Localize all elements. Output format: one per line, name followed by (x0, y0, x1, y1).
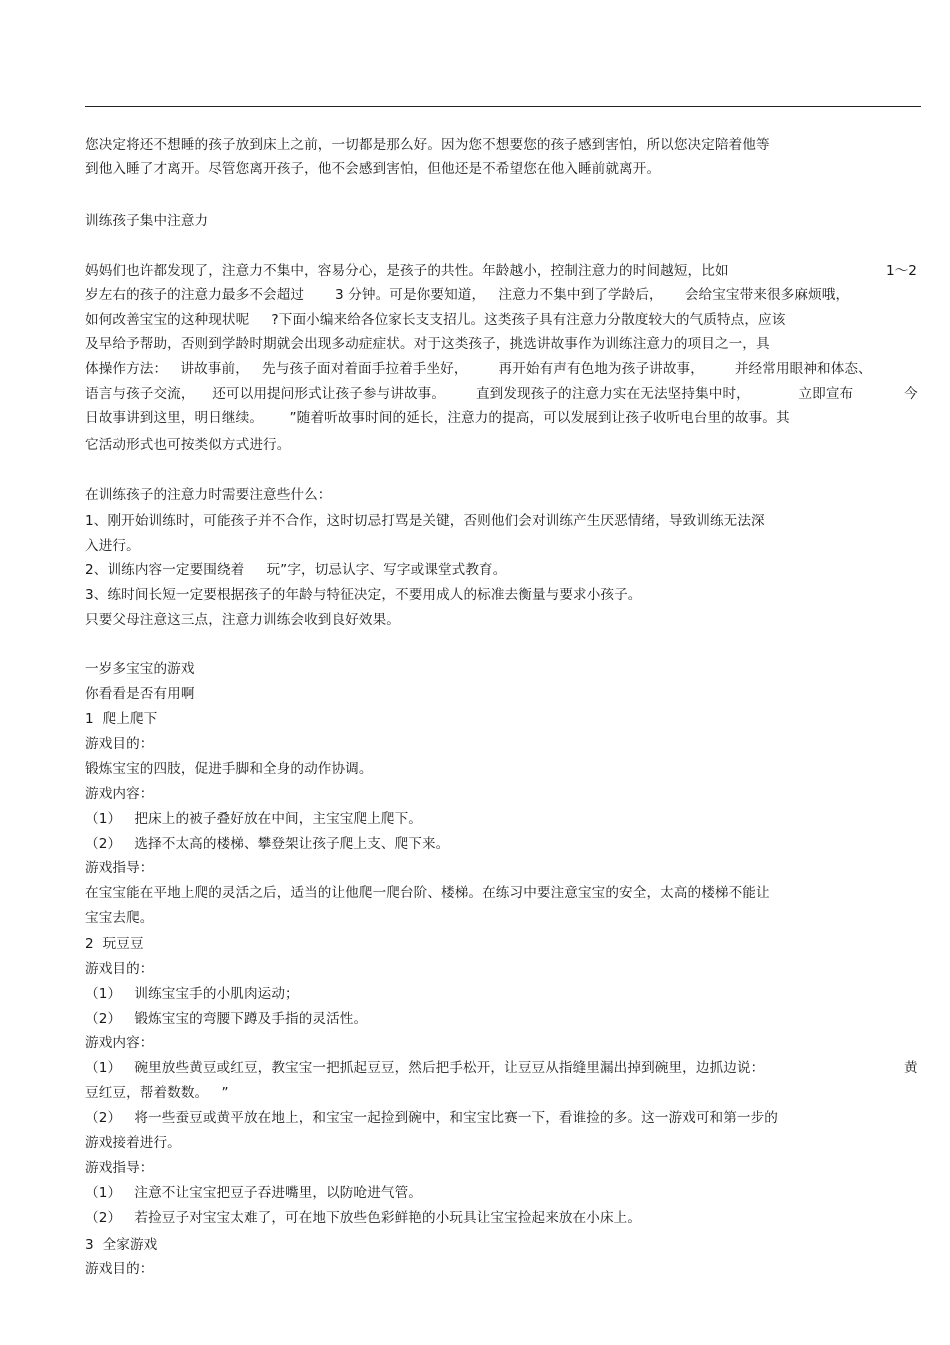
text-line: 到他入睡了才离开。尽管您离开孩子，他不会感到害怕，但他还是不希望您在他入睡前就离开。 (85, 161, 661, 177)
list-item: 1、刚开始训练时，可能孩子并不合作，这时切忌打骂是关键，否则他们会对训练产生厌恶情绪，导致训练无法深 (85, 513, 765, 529)
text-fragment: 1～2 (886, 263, 917, 279)
text-line: 游戏目的： (85, 961, 154, 977)
text-line: 日故事讲到这里，明日继续。 ”随着听故事时间的延长，注意力的提高，可以发展到让孩子收听电台里的故事。其 (85, 410, 790, 426)
text-line: 你看看是否有用啊 (85, 686, 195, 702)
text-line: 在宝宝能在平地上爬的灵活之后，适当的让他爬一爬台阶、楼梯。在练习中要注意宝宝的安全，太高的楼梯不能让 (85, 885, 770, 901)
text-line: 体操作方法： 讲故事前， 先与孩子面对着面手拉着手坐好， 再开始有声有色地为孩子讲故事， 并经常用眼神和体态、 (85, 361, 872, 377)
text-line: 游戏内容： (85, 786, 154, 802)
list-item: （2） 若捡豆子对宝宝太难了，可在地下放些色彩鲜艳的小玩具让宝宝捡起来放在小床上。 (85, 1210, 642, 1226)
text-line: 游戏内容： (85, 1035, 154, 1051)
text-fragment: 今 (904, 386, 918, 402)
text-line: 游戏接着进行。 (85, 1135, 181, 1151)
text-line: 锻炼宝宝的四肢，促进手脚和全身的动作协调。 (85, 761, 373, 777)
list-item: （2） 选择不太高的楼梯、攀登架让孩子爬上支、爬下来。 (85, 836, 450, 852)
section-heading: 训练孩子集中注意力 (85, 213, 209, 229)
game-title: 2 玩豆豆 (85, 936, 144, 952)
text-line: 游戏指导： (85, 860, 154, 876)
game-title: 3 全家游戏 (85, 1237, 158, 1253)
game-title: 1 爬上爬下 (85, 711, 158, 727)
list-item: 3、练时间长短一定要根据孩子的年龄与特征决定，不要用成人的标准去衡量与要求小孩子。 (85, 587, 642, 603)
list-item: （1） 训练宝宝手的小肌肉运动； (85, 986, 299, 1002)
text-line: 及早给予帮助，否则到学龄时期就会出现多动症症状。对于这类孩子，挑选讲故事作为训练注意力的项目之一，具 (85, 336, 770, 352)
list-item: （2） 将一些蚕豆或黄平放在地上，和宝宝一起捡到碗中，和宝宝比赛一下，看谁捡的多。这一游戏可和第一步的 (85, 1110, 779, 1126)
text-line: 游戏目的： (85, 736, 154, 752)
list-item: 2、训练内容一定要围绕着 玩”字，切忌认字、写字或课堂式教育。 (85, 562, 507, 578)
text-line: 豆红豆，帮着数数。 ” (85, 1085, 229, 1101)
text-line: 它活动形式也可按类似方式进行。 (85, 437, 291, 453)
text-line: 游戏指导： (85, 1160, 154, 1176)
section-heading: 一岁多宝宝的游戏 (85, 661, 195, 677)
text-line: 在训练孩子的注意力时需要注意些什么： (85, 487, 332, 503)
text-line: 游戏目的： (85, 1261, 154, 1277)
text-line: 宝宝去爬。 (85, 910, 154, 926)
text-line: 语言与孩子交流， 还可以用提问形式让孩子参与讲故事。 直到发现孩子的注意力实在无法坚持集中时， 立即宣布 (85, 386, 854, 402)
text-fragment: 黄 (904, 1060, 918, 1076)
list-item: （1） 碗里放些黄豆或红豆，教宝宝一把抓起豆豆，然后把手松开，让豆豆从指缝里漏出掉到碗里，边抓边说： (85, 1060, 765, 1076)
text-line: 妈妈们也许都发现了，注意力不集中，容易分心，是孩子的共性。年龄越小，控制注意力的时间越短，比如 (85, 263, 729, 279)
text-line: 岁左右的孩子的注意力最多不会超过 3 分钟。可是你要知道， 注意力不集中到了学龄后， 会给宝宝带来很多麻烦哦， (85, 287, 850, 303)
text-line: 您决定将还不想睡的孩子放到床上之前，一切都是那么好。因为您不想要您的孩子感到害怕，所以您决定陪着他等 (85, 137, 770, 153)
list-item: （1） 把床上的被子叠好放在中间，主宝宝爬上爬下。 (85, 811, 422, 827)
text-line: 如何改善宝宝的这种现状呢 ?下面小编来给各位家长支支招儿。这类孩子具有注意力分散度较大的气质特点，应该 (85, 312, 786, 328)
text-line: 只要父母注意这三点，注意力训练会收到良好效果。 (85, 612, 400, 628)
header-rule (85, 106, 921, 107)
list-item: （1） 注意不让宝宝把豆子吞进嘴里，以防呛进气管。 (85, 1185, 422, 1201)
list-item: （2） 锻炼宝宝的弯腰下蹲及手指的灵活性。 (85, 1011, 368, 1027)
text-line: 入进行。 (85, 538, 140, 554)
